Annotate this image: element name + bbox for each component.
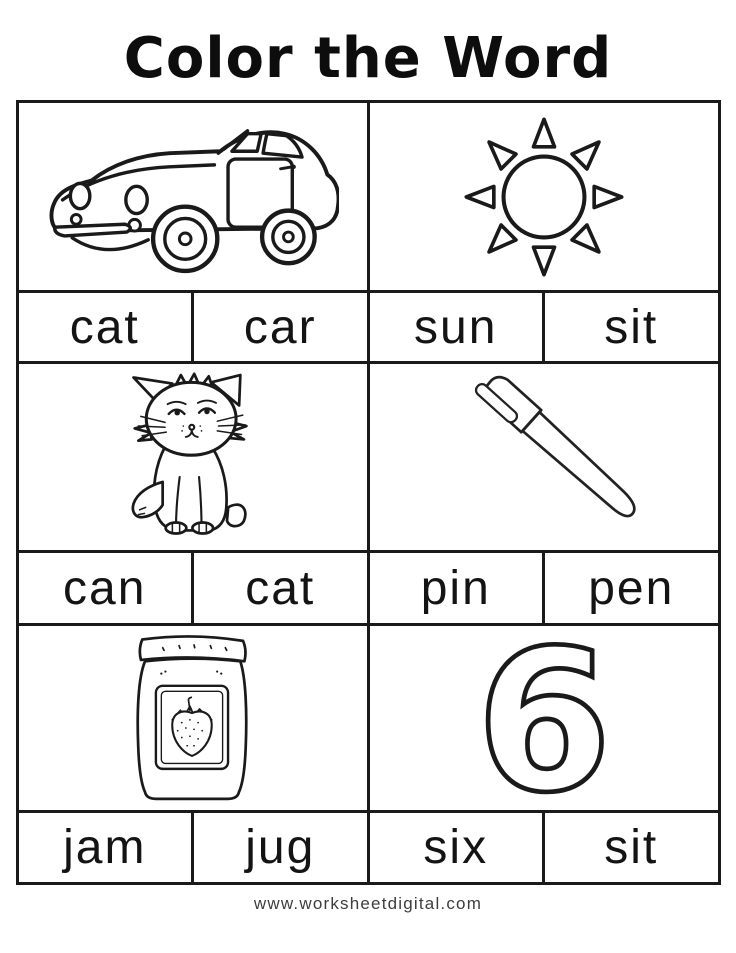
picture-cell-sun — [370, 103, 721, 293]
cat-image — [120, 369, 266, 545]
word-option-six[interactable] — [19, 813, 195, 885]
word-option-sit[interactable] — [545, 293, 721, 364]
picture-cell-cat — [19, 364, 370, 553]
word-label: six — [423, 821, 489, 874]
word-option-jug[interactable] — [545, 553, 721, 626]
word-option-jam[interactable] — [370, 553, 546, 626]
word-option-pen[interactable] — [194, 553, 370, 626]
word-label: cat — [245, 561, 316, 615]
picture-cell-number-six — [370, 626, 721, 813]
footer-url: www.worksheetdigital.com — [253, 894, 483, 913]
picture-cell-pen — [370, 364, 721, 553]
jam-jar-image — [130, 630, 256, 807]
word-option-sun[interactable] — [370, 293, 546, 364]
word-option-car[interactable] — [194, 293, 370, 364]
car-image — [47, 114, 339, 280]
word-option-cat[interactable] — [19, 293, 195, 364]
word-option-six-b[interactable] — [370, 813, 546, 885]
page-title: Color the Word — [123, 26, 613, 91]
word-label: jam — [63, 821, 147, 874]
word-label: pin — [420, 561, 491, 615]
word-label: sun — [414, 300, 498, 354]
word-label: sit — [604, 300, 659, 354]
pen-image — [404, 369, 684, 545]
svg-text:6: 6 — [475, 628, 612, 808]
word-label: sit — [604, 821, 659, 874]
sun-image — [455, 108, 633, 286]
word-option-pin[interactable] — [19, 553, 195, 626]
word-label: cat — [69, 300, 140, 354]
worksheet-grid — [16, 100, 721, 885]
picture-cell-car — [19, 103, 370, 293]
word-option-sit-2[interactable] — [194, 813, 370, 885]
picture-cell-jam-jar — [19, 626, 370, 813]
word-option-sit-b[interactable] — [545, 813, 721, 885]
number-six-image — [458, 628, 630, 808]
word-label: can — [63, 561, 147, 615]
word-label: car — [243, 300, 317, 354]
word-label: pen — [588, 561, 675, 615]
word-label: jug — [245, 821, 316, 874]
